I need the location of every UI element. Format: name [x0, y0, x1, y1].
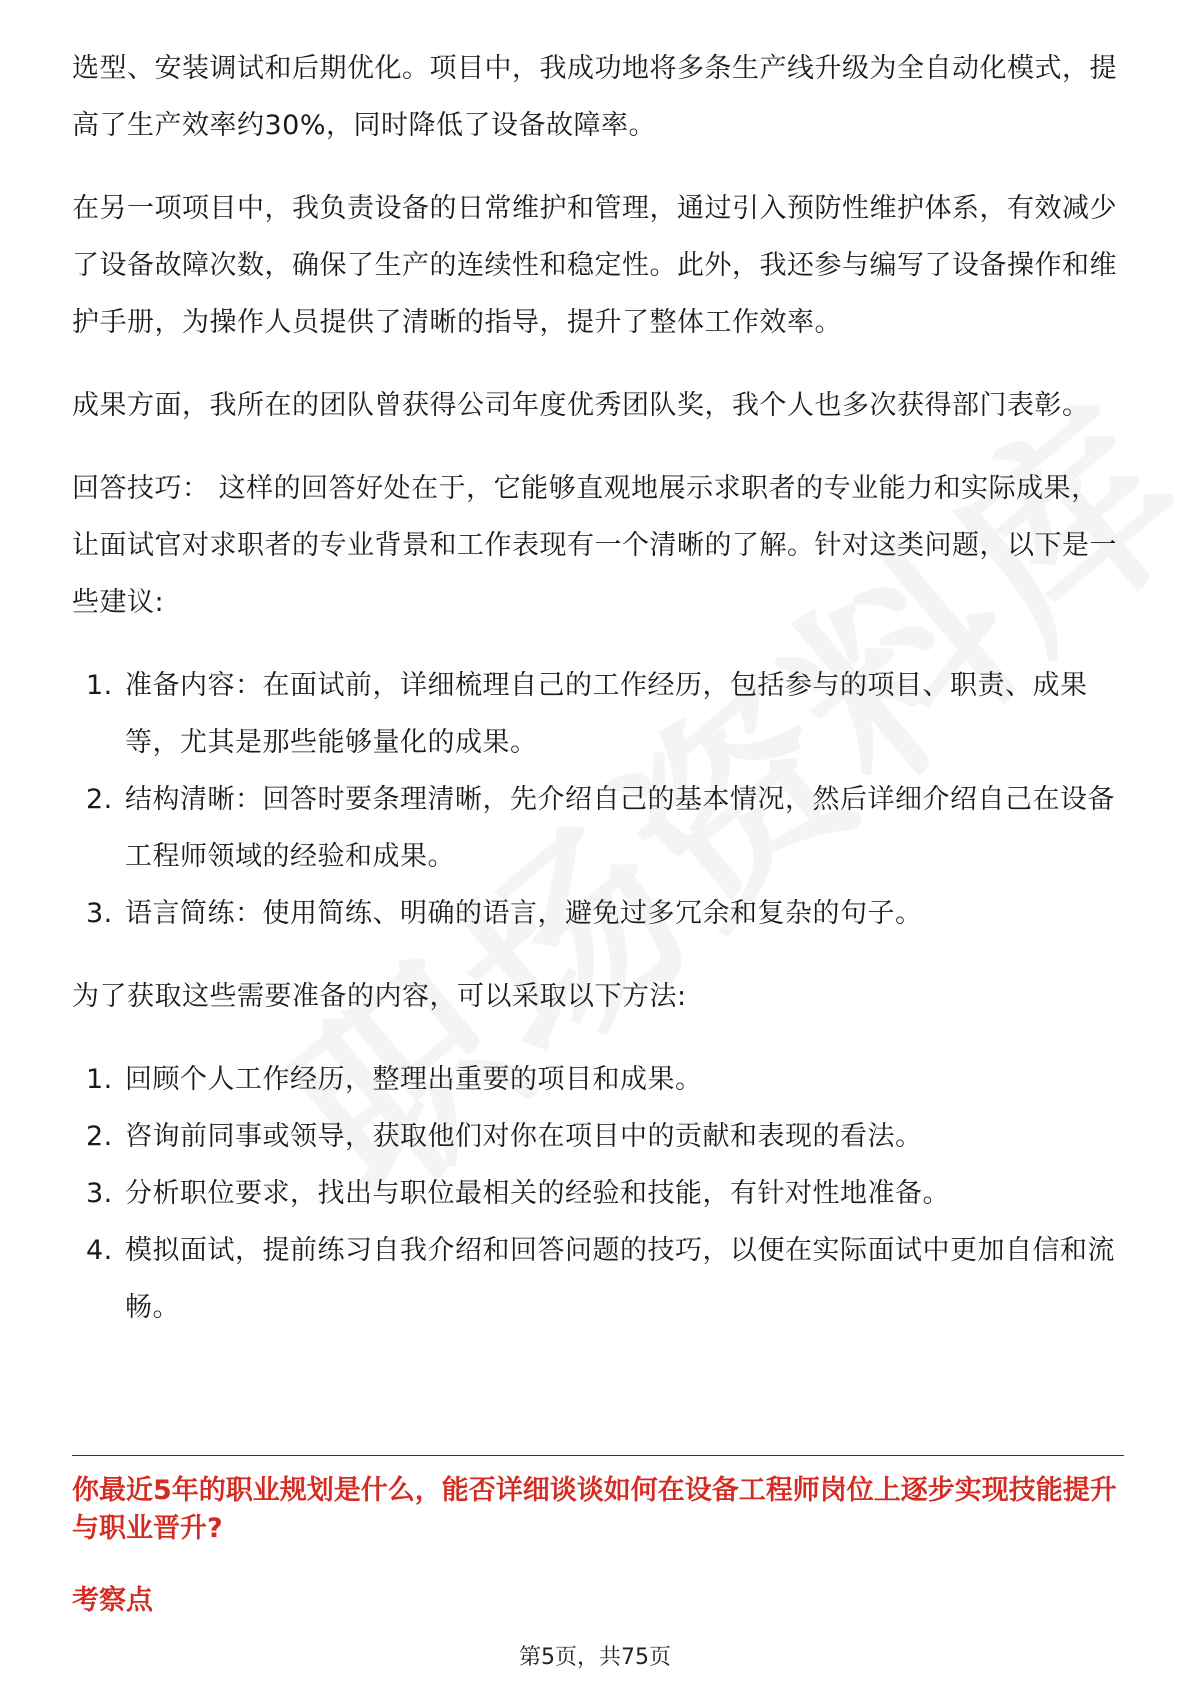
list-item [72, 1222, 1122, 1336]
list-item-text: 分析职位要求，找出与职位最相关的经验和技能，有针对性地准备。 [125, 1178, 950, 1209]
next-question-heading: 你最近5年的职业规划是什么，能否详细谈谈如何在设备工程师岗位上逐步实现技能提升与职业晋升? [72, 1475, 1117, 1544]
list-number: 2. [86, 1121, 113, 1152]
list-item-text: 模拟面试，提前练习自我介绍和回答问题的技巧，以便在实际面试中更加自信和流畅。 [125, 1235, 1115, 1323]
paragraph-answer-tips: 回答技巧： 这样的回答好处在于，它能够直观地展示求职者的专业能力和实际成果，让面试官对求职者的专业背景和工作表现有一个清晰的了解。针对这类问题，以下是一些建议: [72, 473, 1117, 618]
list-number: 1. [86, 1064, 113, 1095]
methods-list [72, 1051, 1122, 1336]
section-divider [72, 1455, 1124, 1456]
section-label-assessment-points: 考察点 [72, 1585, 153, 1616]
list-item-text: 回顾个人工作经历，整理出重要的项目和成果。 [125, 1064, 703, 1095]
tips-list [72, 657, 1122, 942]
list-item [72, 657, 1122, 771]
list-number: 1. [86, 670, 113, 701]
paragraph-project-upgrade: 选型、安装调试和后期优化。项目中，我成功地将多条生产线升级为全自动化模式，提高了生产效率约30%，同时降低了设备故障率。 [72, 53, 1117, 141]
list-item-text: 咨询前同事或领导，获取他们对你在项目中的贡献和表现的看法。 [125, 1121, 923, 1152]
list-item [72, 1165, 1122, 1222]
list-number: 2. [86, 784, 113, 815]
list-item [72, 771, 1122, 885]
list-item [72, 1108, 1122, 1165]
paragraph-methods-intro: 为了获取这些需要准备的内容，可以采取以下方法: [72, 981, 687, 1012]
list-number: 3. [86, 1178, 113, 1209]
list-item-text: 语言简练：使用简练、明确的语言，避免过多冗余和复杂的句子。 [125, 898, 923, 929]
list-item [72, 1051, 1122, 1108]
paragraph-achievements: 成果方面，我所在的团队曾获得公司年度优秀团队奖，我个人也多次获得部门表彰。 [72, 390, 1090, 421]
paragraph-maintenance: 在另一项项目中，我负责设备的日常维护和管理，通过引入预防性维护体系，有效减少了设备故障次数，确保了生产的连续性和稳定性。此外，我还参与编写了设备操作和维护手册，为操作人员提供了清晰的指导，提升了整体工作效率。 [72, 193, 1117, 338]
list-item-text: 结构清晰：回答时要条理清晰，先介绍自己的基本情况，然后详细介绍自己在设备工程师领域的经验和成果。 [125, 784, 1115, 872]
list-item [72, 885, 1122, 942]
page-footer: 第5页，共75页 [519, 1645, 671, 1670]
list-number: 3. [86, 898, 113, 929]
document-body [72, 40, 1122, 1362]
list-item-text: 准备内容：在面试前，详细梳理自己的工作经历，包括参与的项目、职责、成果等，尤其是那些能够量化的成果。 [125, 670, 1088, 758]
list-number: 4. [86, 1235, 113, 1266]
